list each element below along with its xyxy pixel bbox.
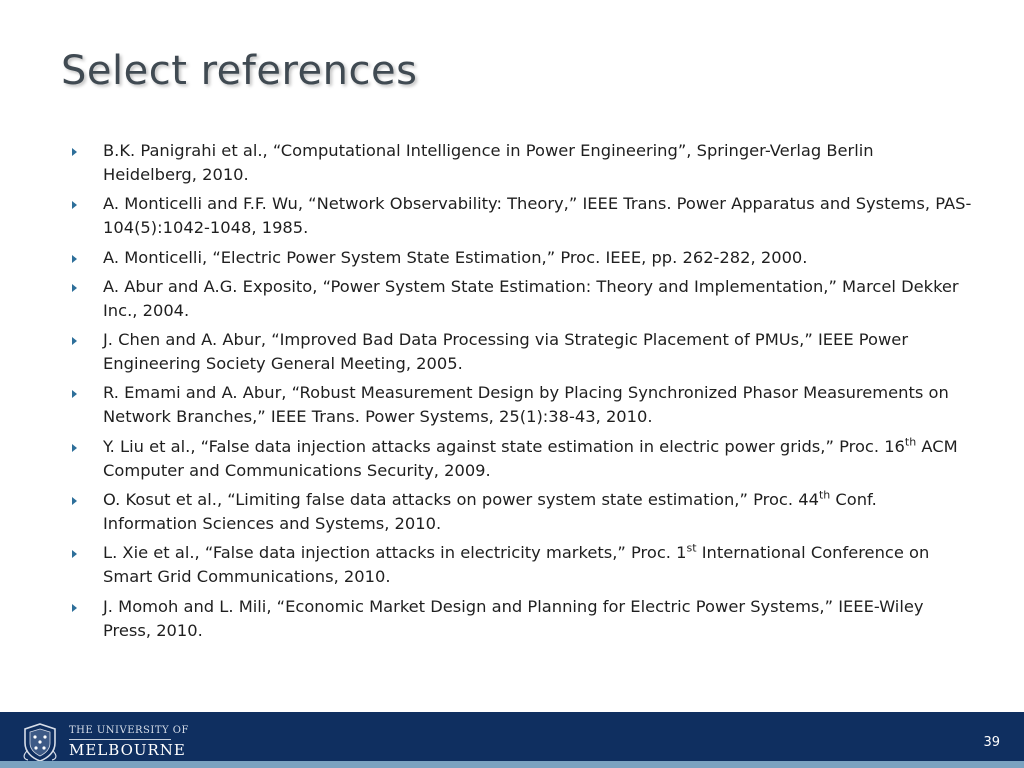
reference-text: J. Chen and A. Abur, “Improved Bad Data Processing via Strategic Placement of PMUs,” IEEE Power Engineering Society General Meeting, 2005.	[103, 330, 909, 374]
reference-text	[103, 490, 877, 533]
reference-item	[72, 275, 972, 323]
reference-text-rest: International Conference on Smart Grid Communications, 2010.	[103, 543, 930, 587]
bullet-icon	[72, 390, 77, 398]
reference-text-rest: Conf. Information Sciences and Systems, 2010.	[103, 490, 877, 534]
ordinal-suffix: th	[904, 435, 917, 449]
bullet-icon	[72, 148, 77, 156]
reference-text: B.K. Panigrahi et al., “Computational Intelligence in Power Engineering”, Springer-Verlag Berlin Heidelberg, 2010.	[103, 141, 874, 184]
reference-item	[72, 435, 972, 483]
bullet-icon	[72, 337, 77, 345]
reference-item	[72, 328, 972, 376]
reference-item	[72, 246, 972, 270]
reference-text: J. Momoh and L. Mili, “Economic Market Design and Planning for Electric Power Systems,” IEEE-Wiley Press, 2010.	[103, 596, 924, 640]
reference-item	[72, 541, 972, 589]
reference-text-rest: ACM Computer and Communications Security, 2009.	[103, 436, 958, 480]
bullet-icon	[72, 444, 77, 452]
bullet-icon	[72, 550, 77, 558]
reference-item	[72, 488, 972, 536]
reference-list	[72, 139, 972, 648]
reference-text	[103, 437, 958, 480]
bullet-icon	[72, 255, 77, 263]
bullet-icon	[72, 497, 77, 505]
reference-text-main: Y. Liu et al., “False data injection attacks against state estimation in electric power grids,” Proc. 16	[103, 436, 905, 456]
page-number: 39	[983, 735, 1000, 750]
reference-text: A. Monticelli, “Electric Power System State Estimation,” Proc. IEEE, pp. 262-282, 2000.	[103, 247, 808, 267]
reference-item	[72, 192, 972, 240]
reference-text: A. Abur and A.G. Exposito, “Power System State Estimation: Theory and Implementation,” Marcel Dekker Inc., 2004.	[103, 276, 959, 320]
bullet-icon	[72, 201, 77, 209]
reference-text-main: O. Kosut et al., “Limiting false data attacks on power system state estimation,” Proc. 44	[103, 490, 819, 510]
reference-item	[72, 139, 972, 187]
footer-bar	[0, 712, 1024, 768]
ordinal-suffix: th	[818, 488, 831, 502]
reference-text	[103, 543, 929, 586]
logo-divider	[69, 739, 171, 740]
reference-text: A. Monticelli and F.F. Wu, “Network Observability: Theory,” IEEE Trans. Power Apparatus and Systems, PAS-104(5):1042-1048, 1985.	[103, 194, 972, 238]
slide-title: Select references	[61, 48, 418, 94]
bullet-icon	[72, 284, 77, 292]
logo-text-university-of: THE UNIVERSITY OF	[69, 725, 189, 736]
university-crest-icon	[19, 721, 61, 763]
reference-text-main: L. Xie et al., “False data injection attacks in electricity markets,” Proc. 1	[103, 543, 687, 563]
reference-text: R. Emami and A. Abur, “Robust Measurement Design by Placing Synchronized Phasor Measurements on Network Branches,” IEEE Trans. Power Systems, 25(1):38-43, 2010.	[103, 383, 949, 427]
bullet-icon	[72, 604, 77, 612]
reference-item	[72, 595, 972, 643]
reference-item	[72, 381, 972, 429]
ordinal-suffix: st	[686, 541, 697, 555]
logo-text-melbourne: MELBOURNE	[69, 741, 186, 759]
